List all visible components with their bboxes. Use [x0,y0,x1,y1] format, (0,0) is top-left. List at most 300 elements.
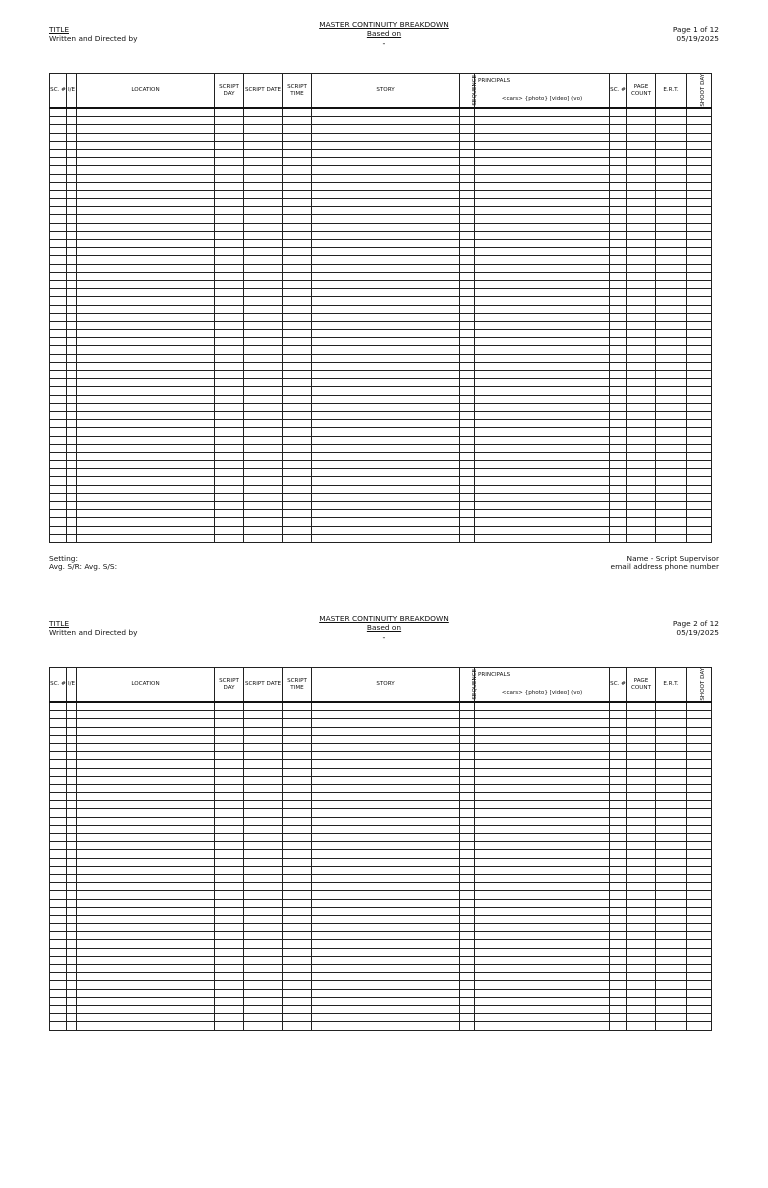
table-cell [50,858,67,866]
table-cell [77,321,215,329]
col-shoot-day-label: SHOOT DAY [700,74,707,107]
table-cell [244,379,283,387]
table-cell [77,313,215,321]
table-cell [67,272,77,280]
table-cell [244,395,283,403]
table-cell [460,158,475,166]
table-cell [67,752,77,760]
table-cell [627,379,656,387]
table-cell [627,858,656,866]
table-cell [77,199,215,207]
table-cell [244,452,283,460]
table-cell [610,444,627,452]
table-cell [283,313,312,321]
table-cell [460,743,475,751]
table-cell [687,452,712,460]
table-cell [77,395,215,403]
table-cell [460,1005,475,1013]
table-cell [627,280,656,288]
table-cell [610,133,627,141]
page-number: Page 2 of 12 [672,619,719,628]
col-principals-legend: <cars> {photo} [video] (vo) [501,690,583,696]
table-cell [215,420,244,428]
table-cell [312,502,460,510]
table-row [50,117,712,125]
table-cell [687,338,712,346]
table-cell [77,776,215,784]
table-cell [244,133,283,141]
table-cell [687,158,712,166]
table-cell [687,760,712,768]
table-row [50,362,712,370]
table-cell [312,207,460,215]
table-cell [460,346,475,354]
table-cell [610,436,627,444]
table-cell [50,850,67,858]
table-cell [244,264,283,272]
table-cell [460,305,475,313]
table-row [50,280,712,288]
table-cell [312,965,460,973]
table-cell [475,899,610,907]
table-cell [312,1005,460,1013]
table-cell [627,452,656,460]
table-cell [610,973,627,981]
table-cell [283,752,312,760]
table-cell [610,166,627,174]
table-cell [627,264,656,272]
table-cell [312,956,460,964]
table-cell [610,411,627,419]
table-cell [687,289,712,297]
table-cell [460,338,475,346]
table-cell [475,727,610,735]
table-cell [283,272,312,280]
table-cell [50,866,67,874]
table-cell [460,842,475,850]
table-cell [610,793,627,801]
table-cell [312,702,460,711]
table-cell [50,469,67,477]
table-cell [244,338,283,346]
table-cell [656,981,687,989]
table-cell [244,420,283,428]
table-row [50,215,712,223]
table-cell [475,842,610,850]
table-cell [475,321,610,329]
table-cell [77,485,215,493]
table-cell [460,444,475,452]
table-cell [610,874,627,882]
table-cell [627,248,656,256]
table-cell [460,834,475,842]
table-cell [283,190,312,198]
table-cell [460,534,475,542]
table-cell [656,395,687,403]
table-cell [215,743,244,751]
table-cell [475,379,610,387]
table-cell [77,784,215,792]
table-cell [610,924,627,932]
table-cell [687,223,712,231]
table-cell [627,965,656,973]
table-cell [283,989,312,997]
table-cell [610,1014,627,1022]
table-cell [312,411,460,419]
table-cell [475,469,610,477]
table-cell [312,534,460,542]
table-cell [656,305,687,313]
table-cell [77,108,215,117]
table-cell [77,1014,215,1022]
table-cell [77,825,215,833]
table-cell [67,793,77,801]
table-cell [627,817,656,825]
table-cell [50,411,67,419]
table-cell [475,883,610,891]
table-cell [312,428,460,436]
table-cell [610,346,627,354]
table-cell [67,297,77,305]
table-cell [50,231,67,239]
col-principals-label: PRINCIPALS [478,672,511,678]
table-cell [460,452,475,460]
table-cell [215,915,244,923]
table-cell [50,776,67,784]
table-cell [67,801,77,809]
table-cell [50,1005,67,1013]
table-cell [610,117,627,125]
table-row [50,461,712,469]
table-cell [283,850,312,858]
table-cell [67,158,77,166]
table-cell [50,248,67,256]
table-row [50,518,712,526]
table-cell [656,199,687,207]
header-right [673,25,719,43]
table-cell [610,752,627,760]
table-cell [460,297,475,305]
table-cell [215,379,244,387]
table-cell [687,371,712,379]
table-cell [50,387,67,395]
table-cell [283,428,312,436]
table-cell [656,182,687,190]
table-cell [215,719,244,727]
table-row [50,883,712,891]
table-cell [67,973,77,981]
table-cell [610,534,627,542]
table-cell [67,891,77,899]
table-cell [656,776,687,784]
table-row [50,858,712,866]
table-cell [627,174,656,182]
table-cell [67,842,77,850]
table-cell [656,842,687,850]
table-cell [283,858,312,866]
table-cell [77,850,215,858]
table-cell [77,801,215,809]
table-cell [312,403,460,411]
table-cell [283,834,312,842]
table-cell [50,354,67,362]
table-cell [687,117,712,125]
table-cell [460,215,475,223]
table-cell [50,735,67,743]
table-cell [312,776,460,784]
table-cell [77,973,215,981]
table-cell [283,469,312,477]
table-cell [312,174,460,182]
table-cell [687,1014,712,1022]
table-cell [627,371,656,379]
table-cell [50,997,67,1005]
table-cell [656,190,687,198]
table-cell [610,297,627,305]
table-cell [475,825,610,833]
table-cell [215,149,244,157]
table-cell [627,149,656,157]
table-cell [50,493,67,501]
table-cell [627,768,656,776]
table-cell [312,248,460,256]
table-cell [77,362,215,370]
table-cell [610,190,627,198]
table-cell [67,727,77,735]
table-cell [610,477,627,485]
header-left [49,619,137,637]
table-cell [244,874,283,882]
col-int-ext: I/E [67,74,77,109]
table-cell [215,510,244,518]
table-cell [312,297,460,305]
table-cell [283,330,312,338]
table-cell [77,207,215,215]
table-cell [50,1014,67,1022]
table-cell [460,752,475,760]
table-cell [67,403,77,411]
written-by: Written and Directed by [49,628,138,637]
table-cell [610,289,627,297]
table-cell [656,760,687,768]
col-sc-number: SC. # [50,74,67,109]
table-row [50,915,712,923]
table-cell [475,403,610,411]
table-cell [244,907,283,915]
table-cell [50,321,67,329]
table-cell [610,899,627,907]
table-cell [475,735,610,743]
table-cell [687,776,712,784]
table-row [50,338,712,346]
table-cell [215,387,244,395]
table-cell [610,526,627,534]
table-cell [475,199,610,207]
table-cell [215,518,244,526]
table-cell [687,256,712,264]
table-row [50,190,712,198]
table-cell [460,702,475,711]
table-cell [50,965,67,973]
table-cell [475,874,610,882]
table-cell [283,924,312,932]
table-row [50,469,712,477]
table-cell [215,924,244,932]
table-cell [215,973,244,981]
table-row [50,981,712,989]
table-cell [312,223,460,231]
table-cell [460,924,475,932]
table-cell [283,133,312,141]
table-cell [475,461,610,469]
table-cell [460,477,475,485]
based-on-value: - [382,633,386,642]
table-cell [475,420,610,428]
table-cell [312,924,460,932]
table-cell [687,330,712,338]
table-cell [687,411,712,419]
table-cell [77,280,215,288]
table-cell [460,891,475,899]
table-cell [77,1022,215,1030]
table-row [50,354,712,362]
table-cell [312,485,460,493]
table-cell [627,1014,656,1022]
table-cell [312,793,460,801]
table-cell [627,874,656,882]
table-cell [460,883,475,891]
table-cell [627,735,656,743]
table-cell [244,403,283,411]
table-cell [283,477,312,485]
table-cell [475,248,610,256]
table-cell [656,141,687,149]
table-cell [77,743,215,751]
table-cell [312,461,460,469]
table-cell [215,768,244,776]
table-cell [244,809,283,817]
table-cell [50,899,67,907]
table-cell [656,997,687,1005]
col-sequence-label: SEQUENCE [472,75,479,106]
table-cell [687,199,712,207]
table-cell [67,485,77,493]
table-cell [67,883,77,891]
table-cell [610,280,627,288]
table-cell [656,174,687,182]
table-cell [215,793,244,801]
table-cell [610,891,627,899]
table-cell [460,469,475,477]
table-cell [460,866,475,874]
table-cell [312,915,460,923]
table-cell [460,231,475,239]
table-row [50,452,712,460]
table-cell [283,915,312,923]
table-cell [244,387,283,395]
table-cell [67,215,77,223]
table-cell [656,719,687,727]
table-cell [283,371,312,379]
table-cell [610,223,627,231]
table-cell [215,223,244,231]
table-cell [312,493,460,501]
table-cell [312,981,460,989]
table-cell [627,502,656,510]
table-cell [215,248,244,256]
table-cell [244,272,283,280]
col-location: LOCATION [77,74,215,109]
table-cell [50,1022,67,1030]
table-cell [687,215,712,223]
table-cell [67,518,77,526]
table-cell [312,330,460,338]
table-cell [77,297,215,305]
table-cell [475,190,610,198]
table-cell [656,989,687,997]
table-cell [77,158,215,166]
table-cell [656,354,687,362]
table-cell [50,272,67,280]
table-cell [244,956,283,964]
table-cell [215,526,244,534]
table-cell [475,362,610,370]
table-cell [50,752,67,760]
table-cell [610,801,627,809]
table-cell [283,866,312,874]
table-row [50,924,712,932]
table-cell [283,825,312,833]
table-cell [656,108,687,117]
table-cell [215,883,244,891]
table-cell [312,743,460,751]
table-cell [627,711,656,719]
table-cell [627,141,656,149]
table-cell [77,338,215,346]
table-row [50,158,712,166]
table-row [50,973,712,981]
col-script-time: SCRIPT TIME [283,668,312,703]
table-cell [627,702,656,711]
table-cell [283,776,312,784]
table-cell [627,387,656,395]
table-cell [460,395,475,403]
table-cell [244,858,283,866]
table-cell [656,907,687,915]
table-cell [77,436,215,444]
table-cell [67,776,77,784]
table-cell [312,874,460,882]
table-cell [460,289,475,297]
table-cell [77,735,215,743]
table-cell [687,711,712,719]
table-row [50,231,712,239]
table-cell [460,518,475,526]
table-cell [283,702,312,711]
table-cell [627,760,656,768]
table-cell [215,371,244,379]
table-cell [215,825,244,833]
table-row [50,297,712,305]
table-cell [215,874,244,882]
table-cell [215,452,244,460]
table-cell [460,133,475,141]
col-sc-number: SC. # [50,668,67,703]
table-cell [656,727,687,735]
table-cell [67,502,77,510]
table-cell [610,108,627,117]
table-cell [475,866,610,874]
